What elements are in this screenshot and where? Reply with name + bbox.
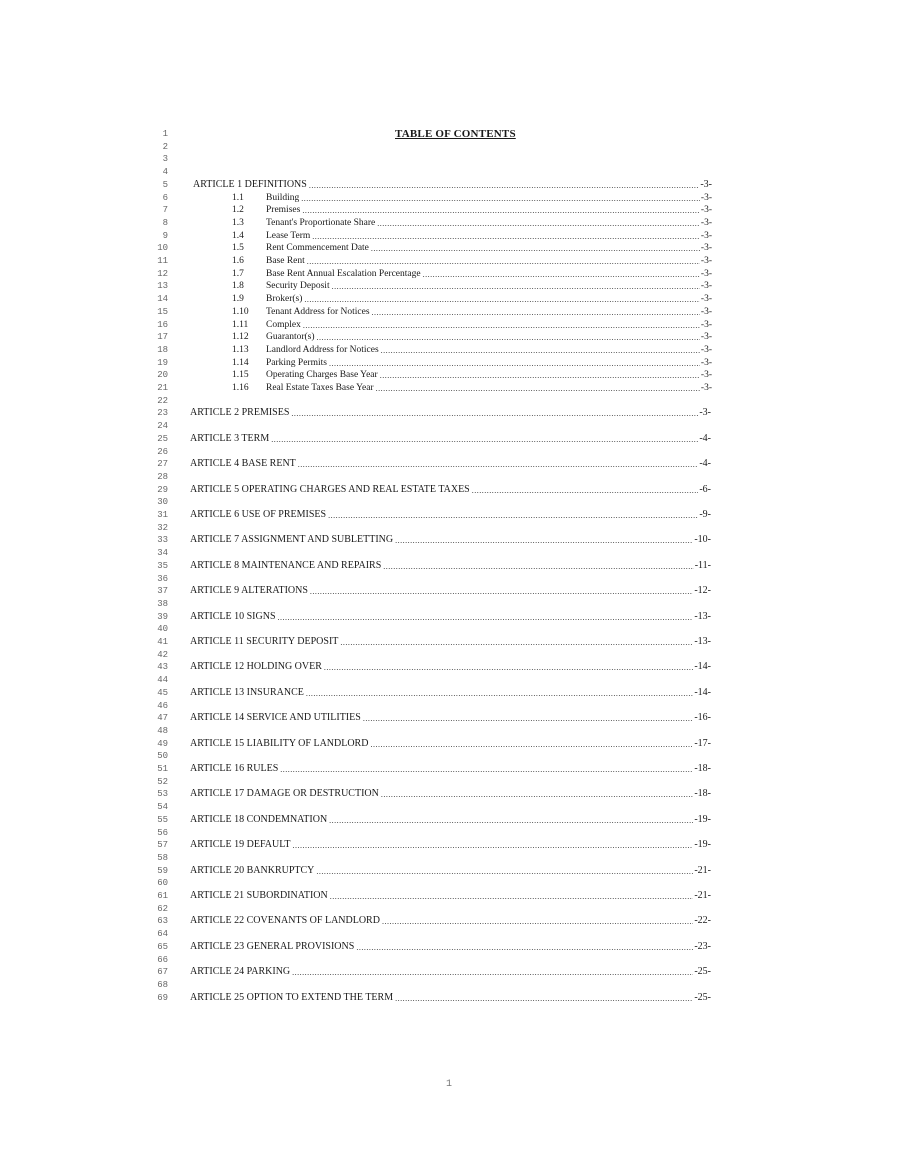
dot-leader	[330, 892, 694, 902]
page-reference: -3-	[700, 256, 712, 266]
line-number: 67	[157, 967, 168, 978]
page-reference: -3-	[700, 268, 712, 279]
entry-title: ARTICLE 2 PREMISES	[190, 407, 290, 419]
page-reference: -25-	[694, 991, 711, 1003]
page-reference: -14-	[694, 686, 711, 698]
line-number: 43	[157, 662, 168, 673]
toc-entry-article[interactable]	[190, 687, 711, 699]
line-number: 53	[157, 789, 168, 800]
line-number: 1	[162, 129, 168, 139]
dot-leader	[356, 943, 693, 953]
page-reference: -3-	[700, 294, 712, 305]
line-number: 36	[157, 573, 168, 584]
dot-leader	[371, 244, 700, 254]
page-reference: -13-	[694, 636, 711, 647]
page-reference: -3-	[700, 205, 712, 216]
page-reference: -3-	[700, 281, 712, 292]
section-number: 1.13	[232, 344, 249, 355]
toc-subentry[interactable]	[232, 204, 712, 216]
entry-title: Premises	[266, 205, 301, 216]
dot-leader	[381, 790, 693, 800]
dot-leader	[271, 435, 698, 445]
page-reference: -3-	[700, 344, 712, 355]
line-number: 59	[157, 865, 168, 876]
toc-subentry[interactable]	[232, 242, 712, 254]
line-number: 21	[157, 383, 168, 393]
dot-leader	[472, 486, 699, 496]
entry-title: ARTICLE 20 BANKRUPTCY	[190, 864, 315, 876]
entry-title: ARTICLE 10 SIGNS	[190, 610, 276, 622]
line-number: 68	[157, 979, 168, 990]
toc-subentry[interactable]	[232, 357, 712, 369]
toc-entry-article[interactable]	[190, 560, 711, 572]
dot-leader	[340, 638, 693, 648]
page-reference: -12-	[694, 585, 711, 597]
entry-title: Landlord Address for Notices	[266, 344, 379, 355]
dot-leader	[278, 613, 694, 623]
entry-title: ARTICLE 18 CONDEMNATION	[190, 813, 328, 825]
dot-leader	[304, 295, 700, 305]
page-reference: -3-	[700, 178, 712, 190]
page-reference: -14-	[694, 661, 711, 673]
page-reference: -3-	[700, 230, 712, 241]
line-number: 33	[157, 535, 168, 546]
line-number: 6	[162, 192, 168, 203]
page-reference: -11-	[694, 559, 711, 571]
entry-title: ARTICLE 23 GENERAL PROVISIONS	[190, 940, 355, 952]
line-number: 27	[157, 459, 168, 470]
dot-leader	[293, 841, 694, 851]
dot-leader	[382, 917, 693, 927]
line-number: 49	[157, 738, 168, 749]
dot-leader	[280, 765, 693, 775]
line-number: 56	[157, 827, 168, 838]
toc-subentry[interactable]	[232, 280, 712, 292]
line-number: 22	[157, 395, 168, 406]
line-number: 30	[157, 497, 168, 508]
dot-leader	[395, 994, 693, 1004]
page-reference: -25-	[694, 966, 711, 978]
entry-title: Guarantor(s)	[266, 332, 315, 343]
dot-leader	[395, 536, 693, 546]
line-number: 63	[157, 916, 168, 927]
line-number: 8	[162, 217, 168, 228]
dot-leader	[301, 194, 700, 204]
entry-title: Building	[266, 192, 300, 203]
dot-leader	[309, 181, 699, 191]
line-number: 35	[157, 560, 168, 571]
page-reference: -23-	[694, 940, 711, 952]
page-reference: -21-	[694, 890, 711, 901]
dot-leader	[292, 968, 693, 978]
section-number: 1.8	[232, 281, 244, 292]
toc-entry-article[interactable]	[190, 763, 711, 775]
line-number: 32	[157, 522, 168, 533]
line-number: 10	[157, 243, 168, 254]
toc-subentry[interactable]	[232, 217, 712, 229]
line-number: 15	[157, 306, 168, 317]
entry-title: ARTICLE 13 INSURANCE	[190, 686, 304, 698]
line-number: 12	[157, 268, 168, 279]
entry-title: Rent Commencement Date	[266, 243, 369, 254]
section-number: 1.3	[232, 217, 244, 228]
line-number: 31	[157, 510, 168, 520]
section-number: 1.5	[232, 243, 244, 254]
entry-title: ARTICLE 14 SERVICE AND UTILITIES	[190, 712, 361, 724]
toc-subentry[interactable]	[232, 382, 712, 394]
entry-title: Security Deposit	[266, 281, 330, 292]
line-number: 60	[157, 878, 168, 889]
line-number: 42	[157, 649, 168, 660]
section-number: 1.2	[232, 205, 244, 216]
entry-title: ARTICLE 9 ALTERATIONS	[190, 585, 308, 597]
toc-entry-article[interactable]	[190, 534, 711, 546]
line-number: 23	[157, 408, 168, 419]
page-reference: -22-	[694, 915, 711, 927]
toc-entry-article[interactable]	[190, 788, 711, 800]
toc-entry-article-1[interactable]	[193, 179, 712, 191]
dot-leader	[423, 270, 700, 280]
page-title: TABLE OF CONTENTS	[395, 128, 516, 140]
line-number: 44	[157, 675, 168, 686]
toc-entry-article[interactable]	[190, 433, 711, 445]
entry-title: Tenant Address for Notices	[266, 306, 370, 317]
page-reference: -3-	[700, 357, 712, 368]
line-number: 13	[157, 281, 168, 292]
line-number: 25	[157, 433, 168, 444]
line-number: 37	[157, 586, 168, 597]
entry-title: ARTICLE 3 TERM	[190, 432, 270, 444]
section-number: 1.11	[232, 319, 249, 330]
entry-title: ARTICLE 11 SECURITY DEPOSIT	[190, 636, 339, 647]
dot-leader	[302, 206, 700, 216]
toc-entry-article[interactable]	[190, 458, 711, 470]
page-reference: -3-	[700, 306, 712, 317]
line-number: 17	[157, 332, 168, 343]
dot-leader	[306, 689, 693, 699]
section-number: 1.14	[232, 357, 249, 368]
toc-entry-article[interactable]	[190, 585, 711, 597]
toc-entry-article[interactable]	[190, 839, 711, 851]
line-number: 55	[157, 814, 168, 825]
entry-title: Base Rent	[266, 256, 305, 266]
line-number: 5	[162, 179, 168, 190]
line-number: 38	[157, 598, 168, 609]
line-number: 14	[157, 294, 168, 305]
line-number: 3	[162, 154, 168, 165]
entry-title: Lease Term	[266, 230, 311, 241]
line-number: 62	[157, 903, 168, 914]
page-reference: -19-	[694, 839, 711, 851]
entry-title: Broker(s)	[266, 294, 303, 305]
entry-title: ARTICLE 21 SUBORDINATION	[190, 890, 328, 901]
dot-leader	[329, 816, 693, 826]
dot-leader	[363, 714, 694, 724]
page-reference: -3-	[700, 370, 712, 381]
line-number: 34	[157, 548, 168, 559]
entry-title: ARTICLE 7 ASSIGNMENT AND SUBLETTING	[190, 534, 394, 546]
line-number: 54	[157, 802, 168, 813]
entry-title: Real Estate Taxes Base Year	[266, 383, 374, 393]
line-number: 57	[157, 840, 168, 851]
entry-title: Base Rent Annual Escalation Percentage	[266, 268, 421, 279]
dot-leader	[332, 282, 700, 292]
entry-title: Parking Permits	[266, 357, 327, 368]
toc-entry-article[interactable]	[190, 814, 711, 826]
dot-leader	[312, 232, 700, 242]
toc-subentry[interactable]	[232, 192, 712, 204]
entry-title: ARTICLE 25 OPTION TO EXTEND THE TERM	[190, 991, 394, 1003]
line-number: 58	[157, 852, 168, 863]
line-number: 66	[157, 954, 168, 965]
page-reference: -18-	[694, 763, 711, 774]
section-number: 1.7	[232, 268, 244, 279]
dot-leader	[380, 371, 700, 381]
toc-entry-article[interactable]	[190, 636, 711, 648]
section-number: 1.12	[232, 332, 249, 343]
page-number: 1	[446, 1079, 453, 1090]
line-number: 41	[157, 637, 168, 647]
line-number: 26	[157, 446, 168, 457]
line-number: 64	[157, 929, 168, 940]
entry-title: Operating Charges Base Year	[266, 370, 378, 381]
toc-entry-article[interactable]	[190, 407, 711, 419]
entry-title: ARTICLE 15 LIABILITY OF LANDLORD	[190, 737, 369, 749]
entry-title: ARTICLE 8 MAINTENANCE AND REPAIRS	[190, 559, 382, 571]
toc-subentry[interactable]	[232, 319, 712, 331]
toc-subentry[interactable]	[232, 331, 712, 343]
section-number: 1.9	[232, 294, 244, 305]
toc-subentry[interactable]	[232, 255, 712, 267]
line-number: 51	[157, 764, 168, 774]
line-number: 2	[162, 141, 168, 152]
page-reference: -10-	[694, 534, 711, 546]
dot-leader	[381, 346, 700, 356]
toc-entry-article[interactable]	[190, 484, 711, 496]
page-reference: -6-	[699, 483, 711, 495]
toc-entry-article[interactable]	[190, 712, 711, 724]
line-number: 16	[157, 319, 168, 330]
entry-title: ARTICLE 16 RULES	[190, 763, 279, 774]
toc-entry-article[interactable]	[190, 941, 711, 953]
line-number: 48	[157, 725, 168, 736]
dot-leader	[303, 321, 700, 331]
dot-leader	[376, 384, 700, 394]
section-number: 1.6	[232, 256, 244, 266]
line-number: 45	[157, 687, 168, 698]
entry-title: ARTICLE 12 HOLDING OVER	[190, 661, 322, 673]
entry-title: Tenant's Proportionate Share	[266, 217, 376, 228]
line-number: 29	[157, 484, 168, 495]
toc-entry-article[interactable]	[190, 992, 711, 1004]
entry-title: Complex	[266, 319, 301, 330]
toc-entry-article[interactable]	[190, 966, 711, 978]
page-reference: -21-	[694, 864, 711, 876]
entry-title: ARTICLE 24 PARKING	[190, 966, 291, 978]
section-number: 1.15	[232, 370, 249, 381]
dot-leader	[372, 308, 700, 318]
entry-title: ARTICLE 1 DEFINITIONS	[193, 178, 307, 190]
section-number: 1.10	[232, 306, 249, 317]
toc-subentry[interactable]	[232, 293, 712, 305]
dot-leader	[291, 409, 698, 419]
page-reference: -3-	[699, 407, 711, 419]
toc-entry-article[interactable]	[190, 611, 711, 623]
entry-title: ARTICLE 5 OPERATING CHARGES AND REAL ESTATE TAXES	[190, 483, 470, 495]
section-number: 1.1	[232, 192, 244, 203]
line-number: 46	[157, 700, 168, 711]
toc-entry-article[interactable]	[190, 915, 711, 927]
page-reference: -3-	[700, 192, 712, 203]
page-reference: -3-	[700, 383, 712, 393]
line-number: 61	[157, 891, 168, 901]
toc-entry-article[interactable]	[190, 661, 711, 673]
dot-leader	[317, 333, 700, 343]
toc-subentry[interactable]	[232, 344, 712, 356]
line-number: 69	[157, 992, 168, 1003]
page-reference: -9-	[699, 509, 711, 520]
toc-subentry[interactable]	[232, 230, 712, 242]
page-reference: -13-	[694, 610, 711, 622]
page-reference: -16-	[694, 712, 711, 724]
section-number: 1.4	[232, 230, 244, 241]
dot-leader	[316, 867, 693, 877]
page-reference: -4-	[699, 458, 711, 470]
line-number: 18	[157, 344, 168, 355]
toc-entry-article[interactable]	[190, 509, 711, 521]
page-reference: -4-	[699, 432, 711, 444]
toc-entry-article[interactable]	[190, 890, 711, 902]
dot-leader	[324, 663, 693, 673]
line-number: 47	[157, 713, 168, 724]
line-number: 50	[157, 751, 168, 762]
entry-title: ARTICLE 4 BASE RENT	[190, 458, 296, 470]
dot-leader	[370, 740, 693, 750]
page-reference: -3-	[700, 332, 712, 343]
page-reference: -3-	[700, 319, 712, 330]
page-reference: -3-	[700, 243, 712, 254]
page-reference: -18-	[694, 788, 711, 800]
line-number: 28	[157, 471, 168, 482]
toc-entry-article[interactable]	[190, 865, 711, 877]
line-number: 9	[162, 230, 168, 241]
page-reference: -17-	[694, 737, 711, 749]
dot-leader	[298, 460, 699, 470]
dot-leader	[377, 219, 700, 229]
line-number: 24	[157, 421, 168, 432]
section-number: 1.16	[232, 383, 249, 393]
entry-title: ARTICLE 6 USE OF PREMISES	[190, 509, 327, 520]
line-number: 52	[157, 776, 168, 787]
dot-leader	[307, 257, 700, 267]
dot-leader	[329, 359, 700, 369]
line-number: 4	[162, 167, 168, 178]
page-reference: -19-	[694, 813, 711, 825]
line-number: 19	[157, 357, 168, 368]
line-number: 40	[157, 624, 168, 635]
toc-entry-article[interactable]	[190, 738, 711, 750]
toc-subentry[interactable]	[232, 306, 712, 318]
line-number: 20	[157, 370, 168, 381]
entry-title: ARTICLE 19 DEFAULT	[190, 839, 291, 851]
page-reference: -3-	[700, 217, 712, 228]
dot-leader	[383, 562, 693, 572]
dot-leader	[328, 511, 698, 521]
line-number: 65	[157, 941, 168, 952]
line-number: 7	[162, 205, 168, 216]
toc-subentry[interactable]	[232, 268, 712, 280]
entry-title: ARTICLE 22 COVENANTS OF LANDLORD	[190, 915, 380, 927]
line-number: 11	[157, 256, 168, 266]
toc-subentry[interactable]	[232, 369, 712, 381]
entry-title: ARTICLE 17 DAMAGE OR DESTRUCTION	[190, 788, 379, 800]
line-number: 39	[157, 611, 168, 622]
dot-leader	[310, 587, 693, 597]
